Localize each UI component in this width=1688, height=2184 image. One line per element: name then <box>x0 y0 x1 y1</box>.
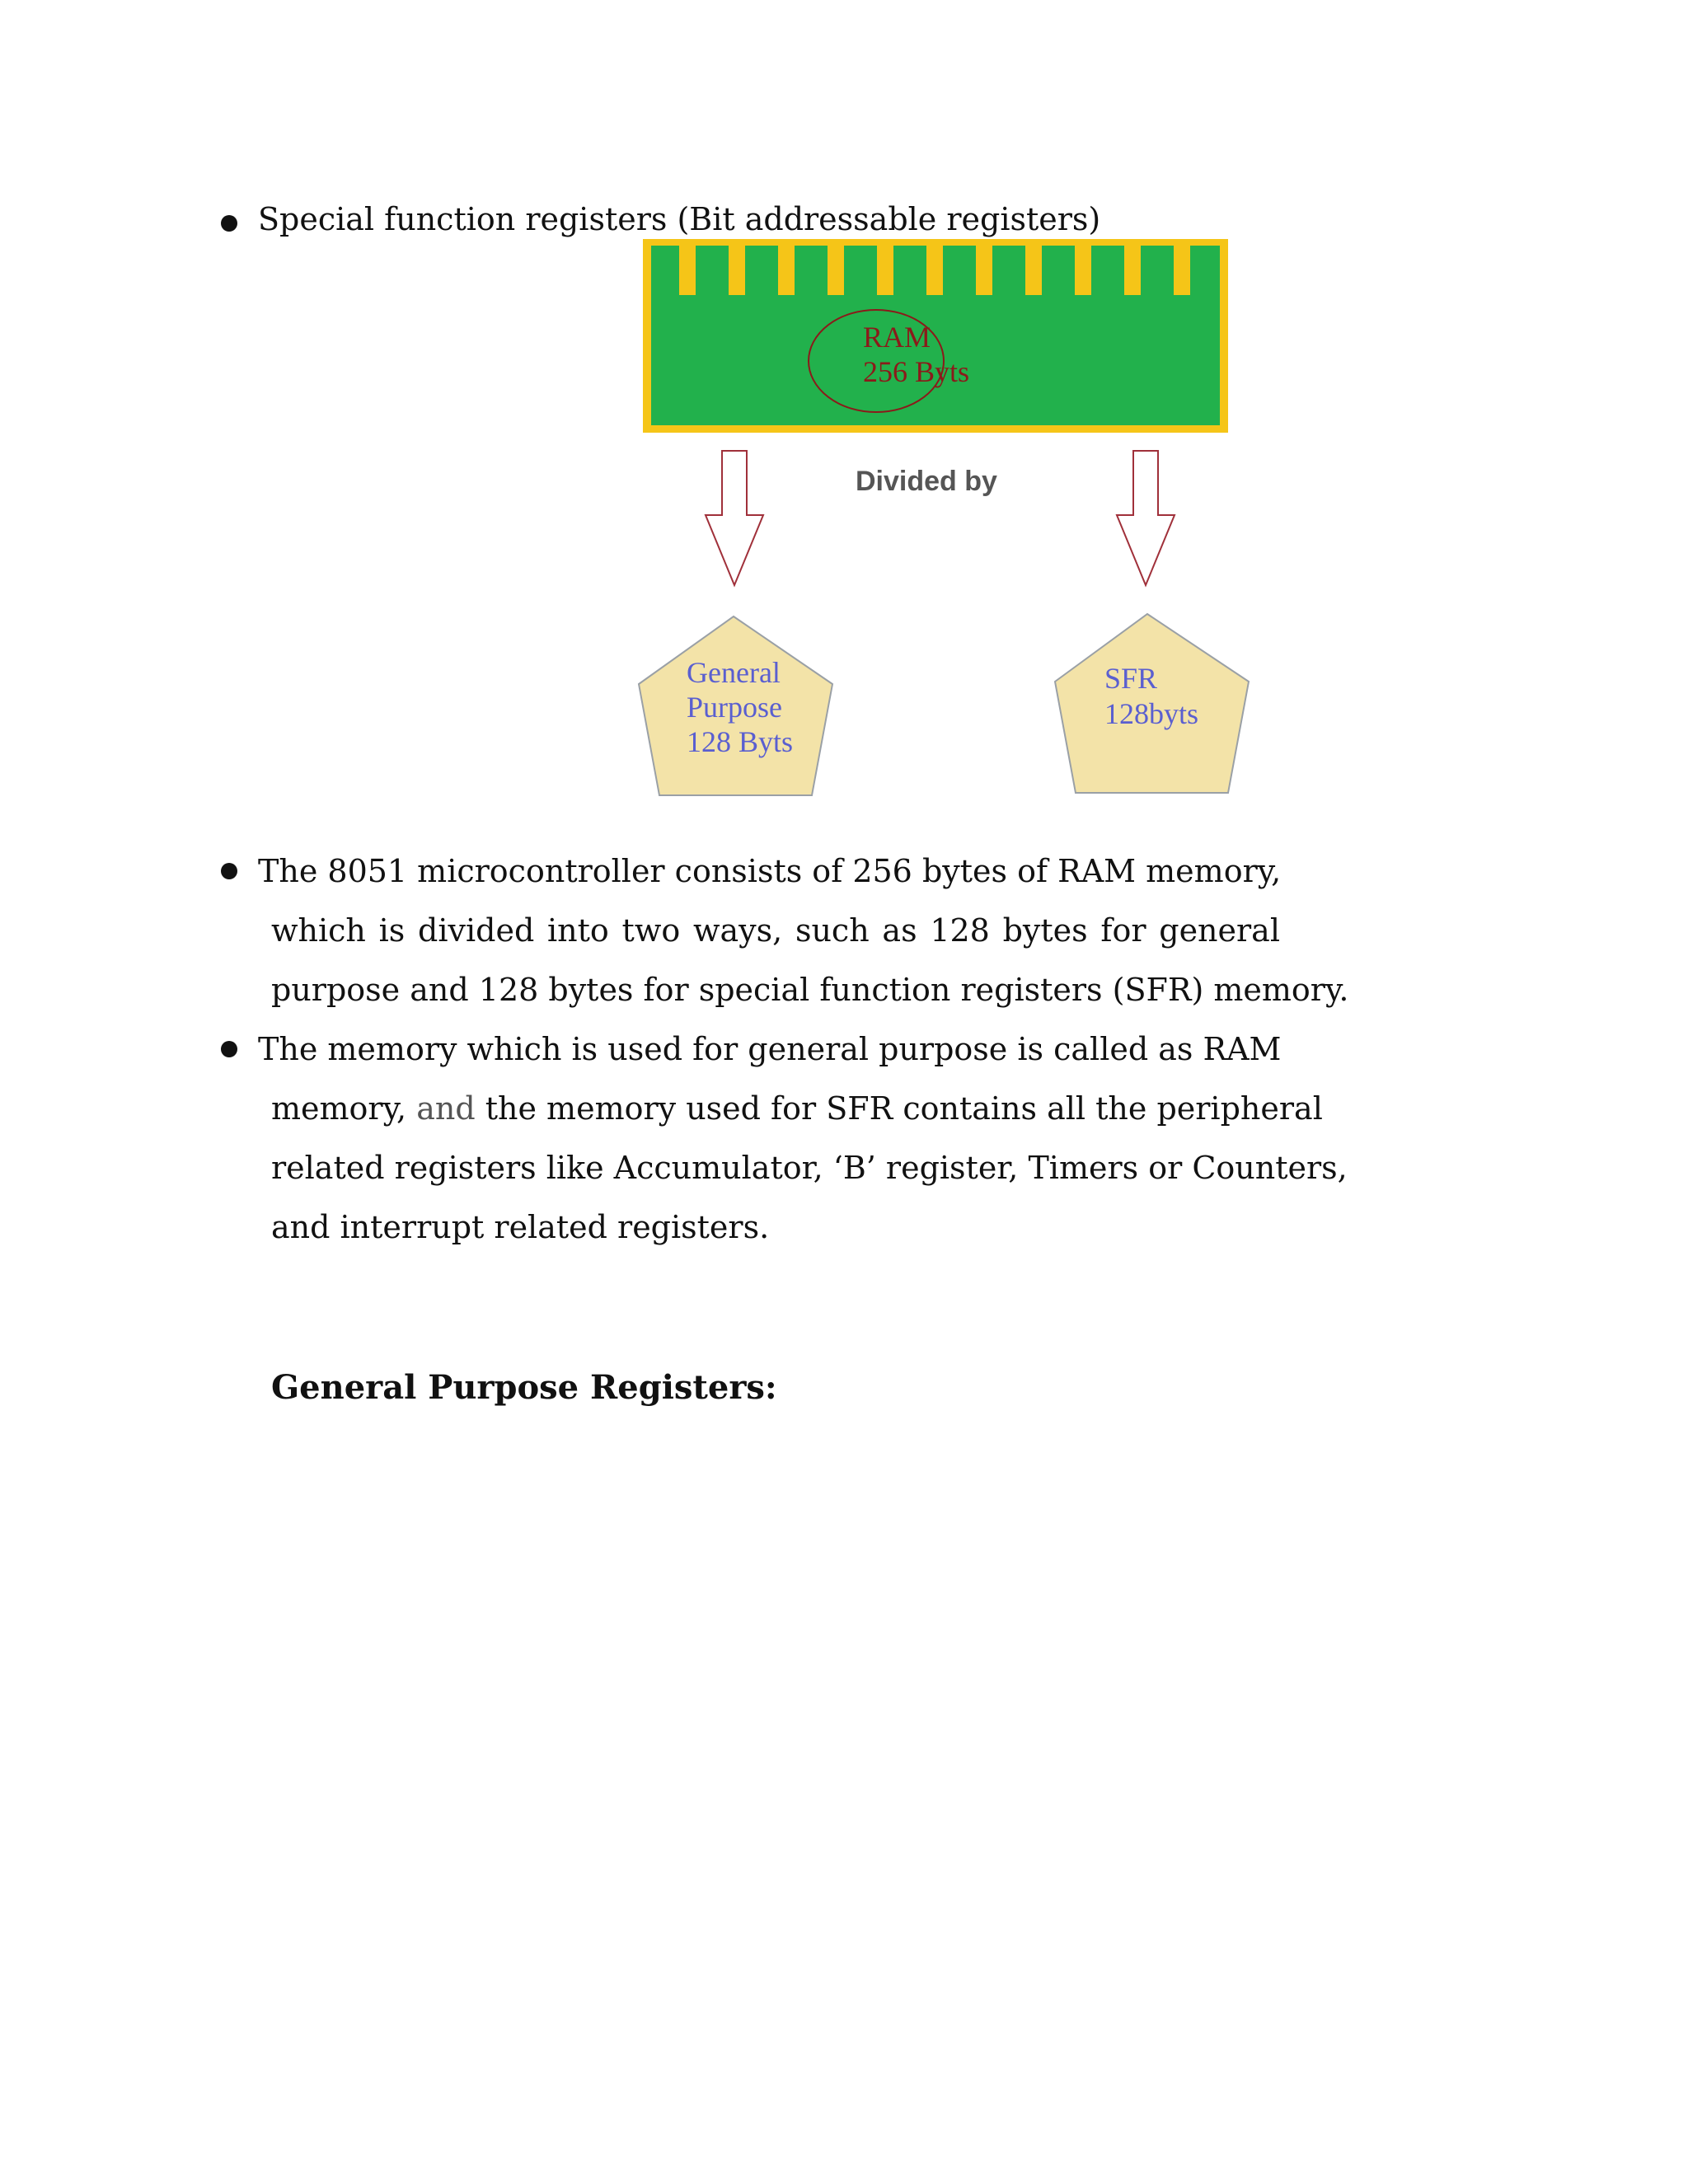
bullet-2-line-1: The 8051 microcontroller consists of 256 bytes of RAM memory, <box>258 853 1282 889</box>
right-down-arrow <box>1117 451 1175 585</box>
bullet-3-line-2-part-b: and <box>416 1090 476 1127</box>
bullet-3-line-2-part-a: memory, <box>271 1090 417 1127</box>
gp-label-line3: 128 Byts <box>687 725 794 758</box>
bullet-3-line-1: The memory which is used for general purpose is called as RAM <box>258 1031 1282 1067</box>
bullet-3-line-2 <box>258 1079 1323 1138</box>
sfr-label-line1: SFR <box>1104 662 1158 695</box>
ram-label-line2: 256 Byts <box>863 355 970 388</box>
bullet-3-line-2-part-c: the memory used for SFR contains all the peripheral <box>475 1090 1323 1127</box>
ram-label-line1: RAM <box>863 321 931 354</box>
ram-division-diagram <box>626 239 1253 816</box>
left-down-arrow <box>706 451 763 585</box>
bullet-2-line-2: which is divided into two ways, such as 128 bytes for general <box>271 912 1280 949</box>
divided-by-label: Divided by <box>856 466 997 497</box>
bullet-point <box>221 1041 237 1057</box>
bullet-point <box>221 215 237 232</box>
bullet-1-text: Special function registers (Bit addressable registers) <box>258 201 1101 237</box>
bullet-3-line-3: related registers like Accumulator, ‘B’ register, Timers or Counters, <box>271 1150 1348 1186</box>
bullet-2-paragraph <box>258 841 1349 1019</box>
bullet-3-line-4: and interrupt related registers. <box>271 1209 770 1245</box>
section-heading: General Purpose Registers: <box>271 1368 777 1407</box>
gp-label-line2: Purpose <box>687 691 782 724</box>
bullet-2-line-3: purpose and 128 bytes for special function registers (SFR) memory. <box>271 972 1349 1008</box>
diagram-svg <box>626 239 1253 816</box>
bullet-point <box>221 863 237 879</box>
bullet-3-paragraph <box>258 1019 1348 1257</box>
sfr-label-line2: 128byts <box>1104 697 1199 730</box>
gp-label-line1: General <box>687 656 781 689</box>
